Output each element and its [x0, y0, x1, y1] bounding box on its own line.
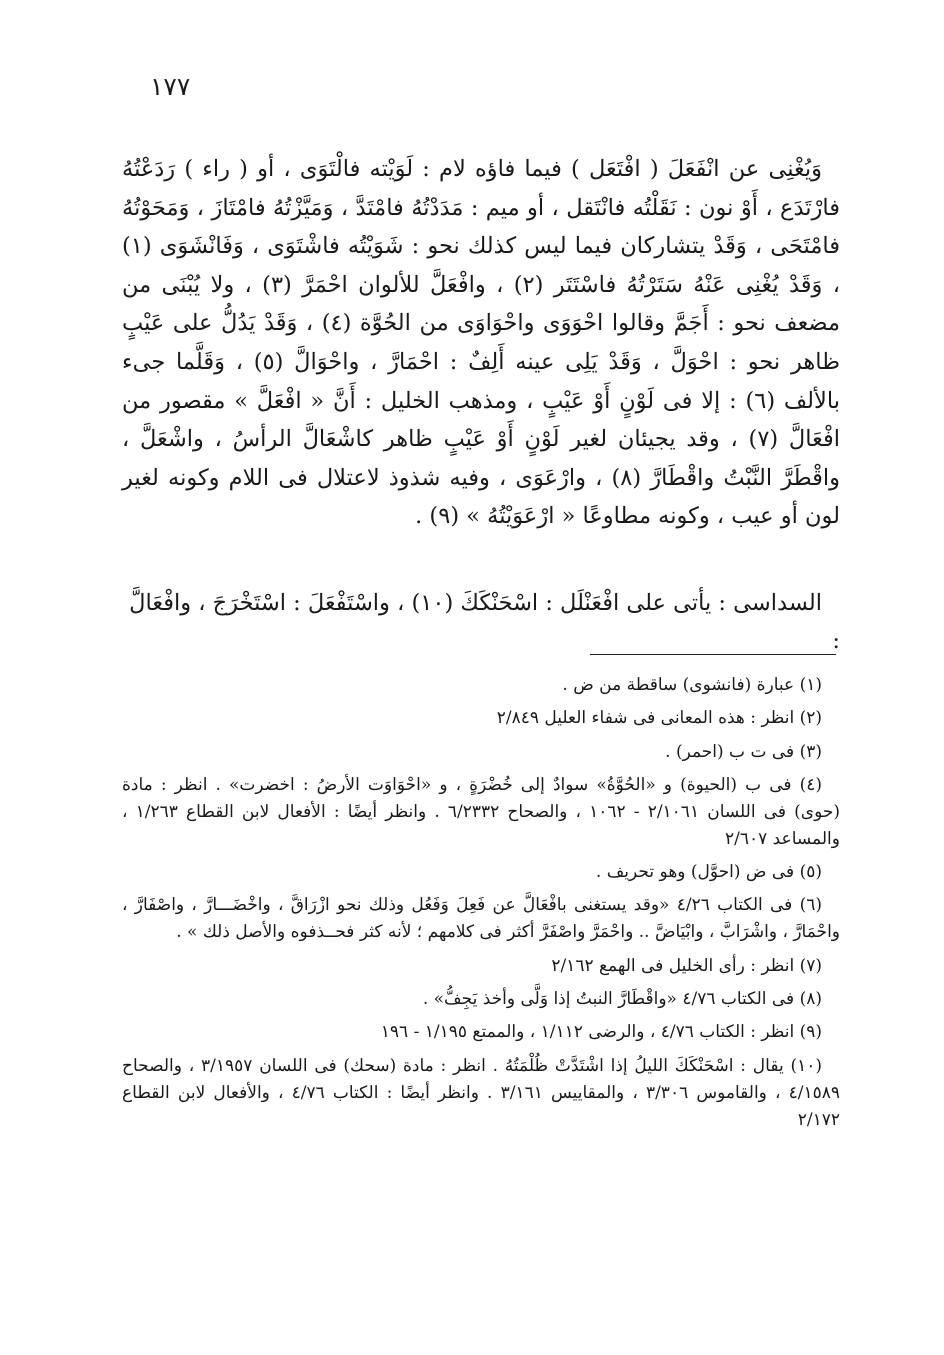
page-number: ١٧٧ — [150, 72, 191, 101]
footnote-6: (٦) فى الكتاب ٤/٢٦ «وقد يستغنى بافْعَالَّ عن فَعِلَ وَفَعُل وذلك نحو ازْرَاقَّ ، واخْضَـــارَّ ، واصْفَارَّ ، واحْمَارَّ ، واشْرَابَّ ، وابْيَاضَّ .. واحْمَرَّ واصْفَرَّ أكثر فى كلامهم ؛ لأنه كثر فحــذفوه والأصل ذلك » . — [122, 895, 840, 943]
footnote-separator — [590, 654, 836, 655]
footnote-5: (٥) فى ض (احوَّل) وهو تحريف . — [595, 862, 822, 883]
footnotes-list — [122, 672, 840, 1140]
footnote-3: (٣) فى ت ب (احمر) . — [665, 741, 822, 762]
footnote-7: (٧) انظر : رأى الخليل فى الهمع ٢/١٦٢ — [551, 955, 822, 976]
footnote-1: (١) عبارة (فانشوى) ساقطة من ض . — [562, 675, 822, 695]
footnote-10: (١٠) يقال : اسْحَنْكَكَ الليلُ إذا اشْتَدَّتْ ظُلْمَتُهُ . انظر : مادة (سحك) فى اللسان ٣/١٩٥٧ ، والصحاح ٤/١٥٨٩ ، والقاموس ٣/٣٠٦ ، والمقاييس ٣/١٦١ . وانظر أيضًا : الكتاب ٤/٧٦ ، والأفعال لابن القطاع ٢/١٧٢ — [122, 1055, 840, 1130]
footnote-8: (٨) فى الكتاب ٤/٧٦ «واقْطَارَّ النبتُ إذا وَلَّى وأخذ يَجِفُّ» . — [422, 989, 822, 1010]
footnote-4: (٤) فى ب (الحيوة) و «الحُوَّةُ» سوادٌ إلى خُضْرَةٍ ، و «احْوَاوَت الأرضُ : اخضرت» . انظر : مادة (حوى) فى اللسان ٢/١٠٦١ - ١٠٦٢ ، والصحاح ٦/٢٣٣٢ . وانظر أيضًا : الأفعال لابن القطاع ١/٢٦٣ ، والمساعد ٢/٦٠٧ — [122, 774, 840, 849]
footnote-2: (٢) انظر : هذه المعانى فى شفاء العليل ٢/٨٤٩ — [496, 708, 822, 729]
main-text-body — [122, 150, 840, 536]
main-paragraph: وَيُغْنِى عن انْفَعَلَ ( افْتَعَل ) فيما فاؤه لام : لَوَيْته فالْتَوَى ، أو ( راء ) رَدَعْتُهُ فارْتَدَع ، أَوْ نون : نَقَلْتُه فانْتَقل ، أو ميم : مَدَدْتُهُ فامْتَدَّ ، وَمَيَّزْتُهُ فامْتَازَ ، وَمَحَوْتُهُ فامْتَحَى ، وَقَدْ يتشاركان فيما ليس كذلك نحو : شَوَيْتُه فاشْتَوَى ، وَفَانْشَوَى (١) ، وَقَدْ يُغْنِى عَنْهُ سَتَرْتُهُ فاسْتَتَر (٢) ، وافْعَلَّ للألوان احْمَرَّ (٣) ، ولا يُبْنَى من مضعف نحو : أَجَمَّ وقالوا احْوَوَى واحْوَاوَى من الحُوَّة (٤) ، وَقَدْ يَدُلُّ على عَيْبٍ ظاهر نحو : احْوَلَّ ، وَقَدْ يَلِى عينه أَلِفٌ : احْمَارَّ ، واحْوَالَّ (٥) ، وَقَلَّما جىء بالألف (٦) : إلا فى لَوْنٍ أَوْ عَيْبٍ ، ومذهب الخليل : أَنَّ « افْعَلَّ » مقصور من افْعَالَّ (٧) ، وقد يجيئان لغير لَوْنٍ أَوْ عَيْبٍ ظاهر كاشْعَالَّ الرأسُ ، واشْعَلَّ ، واقْطَرَّ النَّبْتُ واقْطَارَّ (٨) ، وارْعَوَى ، وفيه شذوذ لاعتلال فى اللام وكونه لغير لون أو عيب ، وكونه مطاوعًا « ارْعَوَيْتُهُ » (٩) . — [122, 156, 841, 530]
sextet-paragraph: السداسى : يأتى على افْعَنْلَل : اسْحَنْكَكَ (١٠) ، واسْتَفْعَلَ : اسْتَخْرَجَ ، وافْعَالَّ : — [129, 590, 840, 654]
footnote-9: (٩) انظر : الكتاب ٤/٧٦ ، والرضى ١/١١٢ ، والممتع ١/١٩٥ - ١٩٦ — [380, 1022, 822, 1043]
